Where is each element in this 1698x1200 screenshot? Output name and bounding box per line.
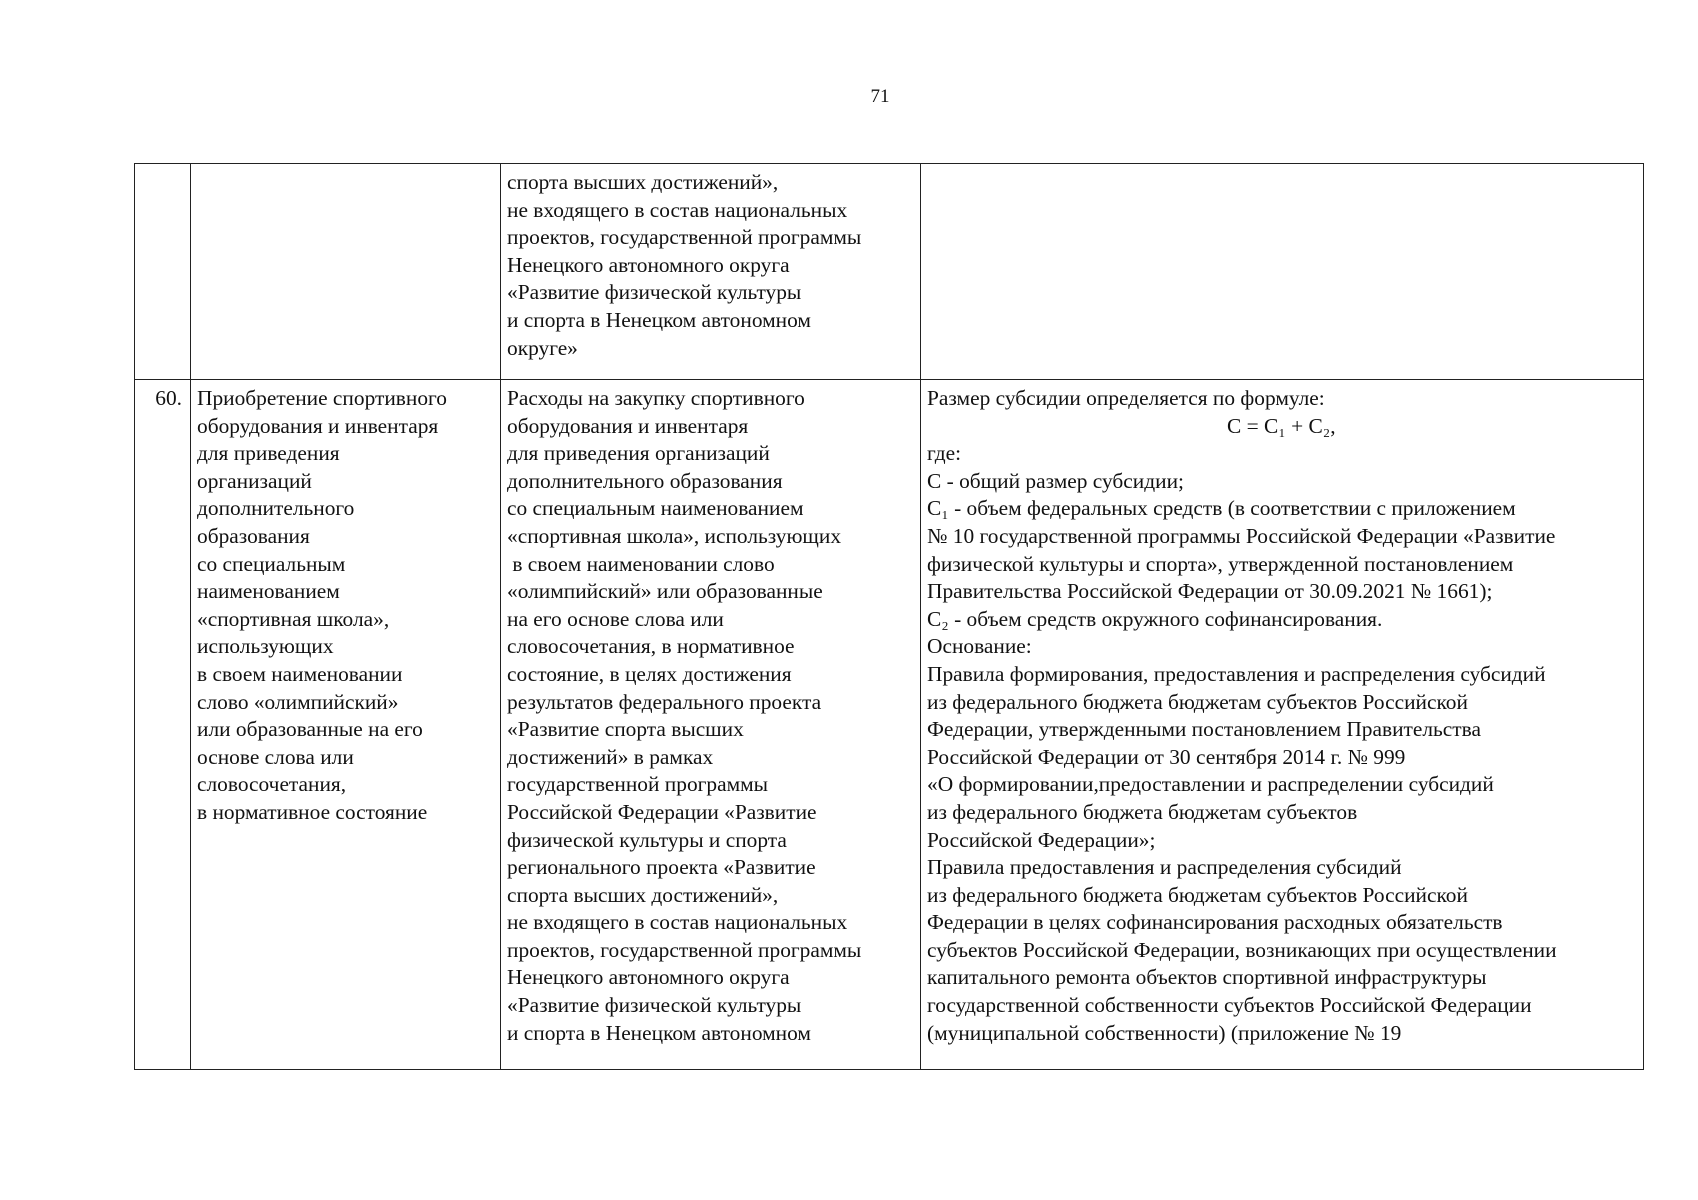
text-line: капитального ремонта объектов спортивной инфраструктуры — [927, 965, 1487, 990]
text-line: физической культуры и спорта», утвержденной постановлением — [927, 551, 1514, 576]
text-line: образования — [197, 523, 310, 548]
text-line: Правительства Российской Федерации от 30.09.2021 № 1661); — [927, 579, 1493, 604]
table-row-60 — [135, 380, 1644, 1070]
text-line: государственной собственности субъектов Российской Федерации — [927, 993, 1532, 1018]
text-line: С₁ - объем федеральных средств (в соответствии с приложением — [927, 496, 1516, 521]
text-line: государственной программы — [507, 772, 769, 797]
text-line: Российской Федерации от 30 сентября 2014 г. № 999 — [927, 744, 1406, 769]
text-line: «спортивная школа», использующих — [507, 523, 842, 548]
text-line: «Развитие спорта высших — [507, 717, 744, 742]
text-line: Ненецкого автономного округа — [507, 252, 790, 277]
text-line: «Развитие физической культуры — [507, 280, 802, 305]
text-line: и спорта в Ненецком автономном — [507, 307, 811, 332]
text-line: в своем наименовании — [197, 661, 403, 686]
text-line: и спорта в Ненецком автономном — [507, 1020, 811, 1045]
text-line: (муниципальной собственности) (приложение № 19 — [927, 1020, 1402, 1045]
text-line: Приобретение спортивного — [197, 386, 447, 410]
text-line: не входящего в состав национальных — [507, 197, 848, 222]
text-line: проектов, государственной программы — [507, 225, 862, 250]
page-number: 71 — [870, 86, 890, 107]
text-line: дополнительного — [197, 496, 355, 521]
text-line: «Развитие физической культуры — [507, 993, 802, 1018]
purpose-cell — [501, 380, 921, 1070]
text-line: оборудования и инвентаря — [507, 413, 749, 438]
text-line: в своем наименовании слово — [507, 551, 775, 576]
text-line: Федерации, утвержденными постановлением Правительства — [927, 717, 1481, 742]
text-line: состояние, в целях достижения — [507, 661, 792, 686]
text-line: округе» — [507, 335, 578, 360]
text-line: где: — [927, 441, 962, 466]
text-line: «спортивная школа», — [197, 606, 390, 631]
name-cell — [191, 164, 501, 380]
text-line: словосочетания, — [197, 772, 347, 797]
text-line: субъектов Российской Федерации, возникающих при осуществлении — [927, 937, 1557, 962]
text-line: № 10 государственной программы Российской Федерации «Развитие — [927, 523, 1556, 548]
text-line: в нормативное состояние — [197, 799, 428, 824]
text-line: Размер субсидии определяется по формуле: — [927, 386, 1325, 410]
text-line: результатов федерального проекта — [507, 689, 822, 714]
text-line: достижений» в рамках — [507, 744, 714, 769]
document-table — [134, 163, 1644, 1070]
row-number-cell — [135, 164, 191, 380]
text-line: спорта высших достижений», — [507, 882, 779, 907]
text-line: наименованием — [197, 579, 340, 604]
text-line: или образованные на его — [197, 717, 423, 742]
text-line: слово «олимпийский» — [197, 689, 399, 714]
text-line: основе слова или — [197, 744, 354, 769]
text-line: организаций — [197, 468, 312, 493]
text-line: со специальным — [197, 551, 346, 576]
text-line: Расходы на закупку спортивного — [507, 386, 805, 410]
text-line: дополнительного образования — [507, 468, 783, 493]
text-line: Ненецкого автономного округа — [507, 965, 790, 990]
text-line: Основание: — [927, 634, 1032, 659]
row-number-cell: 60. — [135, 380, 191, 1070]
text-line: Федерации в целях софинансирования расходных обязательств — [927, 910, 1503, 935]
text-line: С₂ - объем средств окружного софинансирования. — [927, 606, 1383, 631]
text-line: Правила формирования, предоставления и распределения субсидий — [927, 661, 1546, 686]
calculation-cell — [921, 164, 1644, 380]
text-line: физической культуры и спорта — [507, 827, 787, 852]
table-row-continuation — [135, 164, 1644, 380]
text-line: регионального проекта «Развитие — [507, 855, 816, 880]
text-line: оборудования и инвентаря — [197, 413, 439, 438]
text-line: словосочетания, в нормативное — [507, 634, 795, 659]
purpose-cell — [501, 164, 921, 380]
text-line: С - общий размер субсидии; — [927, 468, 1184, 493]
text-line: из федерального бюджета бюджетам субъектов Российской — [927, 689, 1468, 714]
text-line: спорта высших достижений», — [507, 170, 779, 194]
text-line: использующих — [197, 634, 334, 659]
text-line: Российской Федерации «Развитие — [507, 799, 817, 824]
text-line: для приведения организаций — [507, 441, 770, 466]
text-line: со специальным наименованием — [507, 496, 804, 521]
text-line: для приведения — [197, 441, 340, 466]
text-line: на его основе слова или — [507, 606, 724, 631]
text-line: не входящего в состав национальных — [507, 910, 848, 935]
text-line: из федерального бюджета бюджетам субъектов Российской — [927, 882, 1468, 907]
name-cell — [191, 380, 501, 1070]
formula-line: С = С₁ + С₂, — [1227, 413, 1336, 438]
text-line: Российской Федерации»; — [927, 827, 1156, 852]
text-line: Правила предоставления и распределения субсидий — [927, 855, 1402, 880]
text-line: «олимпийский» или образованные — [507, 579, 823, 604]
calculation-cell — [921, 380, 1644, 1070]
text-line: «О формировании,предоставлении и распределении субсидий — [927, 772, 1494, 797]
text-line: из федерального бюджета бюджетам субъектов — [927, 799, 1358, 824]
text-line: проектов, государственной программы — [507, 937, 862, 962]
